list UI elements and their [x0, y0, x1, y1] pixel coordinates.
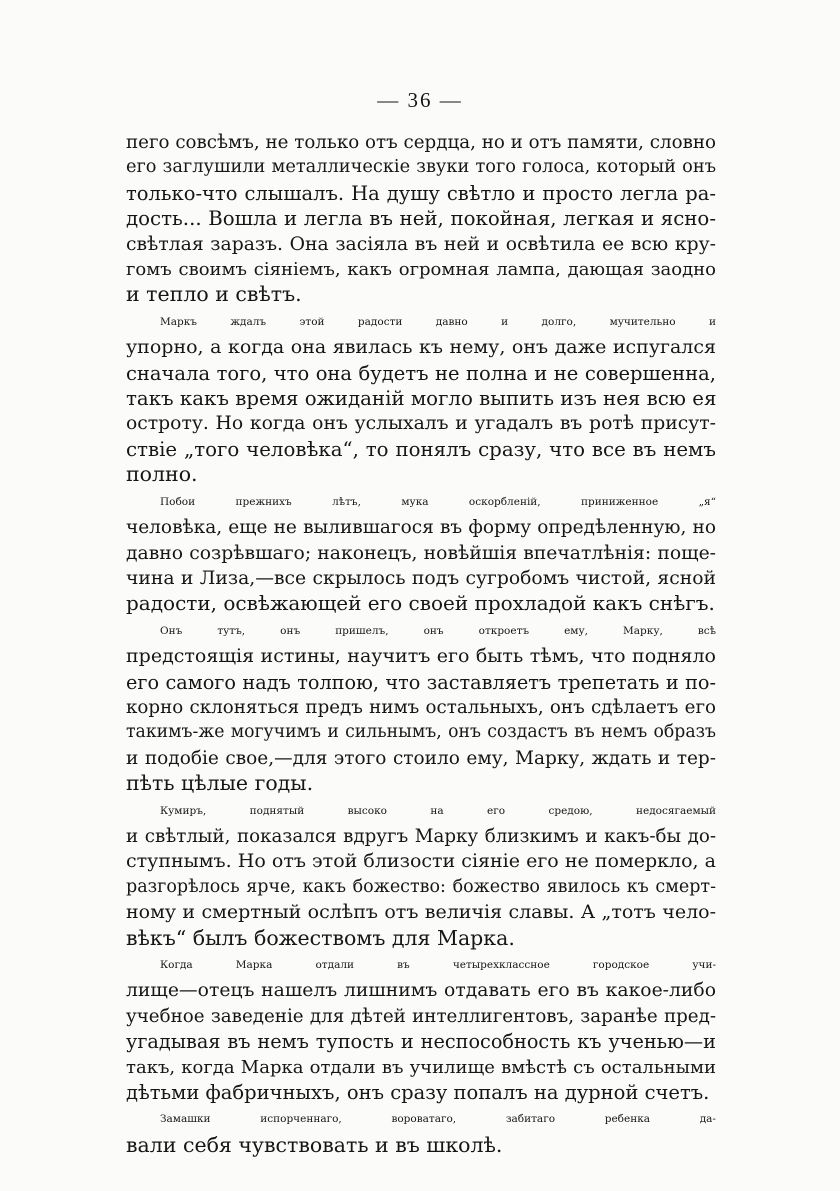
paragraph [126, 799, 716, 951]
text-line: лище—отецъ нашелъ лишнимъ отдавать его въ какое-либо [126, 980, 716, 1002]
text-line: и подобіе свое,—для этого стоило ему, Марку, ждать и тер- [126, 747, 716, 769]
paragraph [126, 953, 716, 1105]
text-line: Замашки испорченнаго, вороватаго, забитаго ребенка да- [160, 1113, 716, 1126]
text-line: гомъ своимъ сіяніемъ, какъ огромная лампа, дающая заодно [126, 259, 716, 281]
text-line: его самого надъ толпою, что заставляетъ трепетать и по- [126, 670, 716, 694]
text-line: Онъ тутъ, онъ пришелъ, онъ откроетъ ему, Марку, всѣ [160, 624, 716, 637]
text-line: полно. [126, 462, 198, 487]
text-line: его заглушили металлическіе звуки того голоса, который онъ [126, 157, 716, 178]
text-line: дѣтьми фабричныхъ, онъ сразу попалъ на дурной счетъ. [126, 1081, 710, 1105]
text-line: и свѣтлый, показался вдругъ Марку близкимъ и какъ-бы до- [126, 825, 716, 847]
text-line: корно склоняться предъ нимъ остальныхъ, онъ сдѣлаетъ его [126, 696, 716, 718]
text-line: человѣка, еще не вылившагося въ форму опредѣленную, но [126, 517, 716, 539]
text-line: такимъ-же могучимъ и сильнымъ, онъ создастъ въ немъ образъ [126, 722, 716, 743]
text-line: ному и смертный ослѣпъ отъ величія славы. А „тотъ чело- [126, 901, 716, 924]
text-line: пѣть цѣлые годы. [126, 771, 314, 796]
text-line: Когда Марка отдали въ четырехклассное городское учи- [160, 959, 716, 971]
text-line: ствіе „того человѣка“, то понялъ сразу, что все въ немъ [126, 437, 716, 461]
text-line: упорно, а когда она явилась къ нему, онъ даже испугался [126, 336, 716, 359]
text-line: остроту. Но когда онъ услыхалъ и угадалъ въ ротѣ присут- [126, 413, 716, 435]
body-text [126, 130, 716, 1158]
paragraph [126, 490, 716, 617]
text-line: предстоящія истины, научитъ его быть тѣмъ, что подняло [126, 645, 716, 668]
paragraph [126, 1107, 716, 1158]
text-line: радости, освѣжающей его своей прохладой какъ снѣгъ. [126, 591, 715, 616]
text-line: вѣкъ“ былъ божествомъ для Марка. [126, 925, 515, 950]
text-line: угадывая въ немъ тупость и неспособность къ ученью—и [126, 1030, 716, 1054]
paragraph [126, 130, 716, 308]
text-line: и тепло и свѣтъ. [126, 282, 302, 307]
paragraph [126, 310, 716, 488]
text-line: Кумиръ, поднятый высоко на его средою, недосягаемый [160, 804, 716, 817]
paragraph [126, 619, 716, 797]
text-line: разгорѣлось ярче, какъ божество: божество явилось къ смерт- [126, 876, 716, 897]
text-line: Маркъ ждалъ этой радости давно и долго, мучительно и [160, 315, 716, 328]
text-line: только-что слышалъ. На душу свѣтло и просто легла ра- [126, 181, 716, 205]
text-line: вали себя чувствовать и въ школѣ. [126, 1132, 503, 1157]
text-line: давно созрѣвшаго; наконецъ, новѣйшія впечатлѣнія: поще- [126, 542, 716, 564]
text-line: такъ какъ время ожиданій могло выпить изъ нея всю ея [126, 387, 717, 411]
text-line: Побои прежнихъ лѣтъ, мука оскорбленій, приниженное „я“ [160, 495, 716, 508]
text-line: чина и Лиза,—все скрылось подъ сугробомъ чистой, ясной [126, 567, 716, 589]
text-line: ступнымъ. Но отъ этой близости сіяніе его не померкло, а [126, 850, 716, 873]
text-line: такъ, когда Марка отдали въ училище вмѣстѣ съ остальными [126, 1056, 716, 1078]
text-line: пего совсѣмъ, не только отъ сердца, но и отъ памяти, словно [126, 132, 716, 153]
text-line: дость... Вошла и легла въ ней, покойная, легкая и ясно- [126, 207, 716, 231]
page-number: — 36 — [377, 88, 463, 112]
text-line: сначала того, что она будетъ не полна и не совершенна, [126, 361, 716, 385]
text-line: учебное заведеніе для дѣтей интеллигентовъ, заранѣе пред- [126, 1005, 716, 1027]
text-line: свѣтлая заразъ. Она засіяла въ ней и освѣтила ее всю кру- [126, 233, 716, 255]
